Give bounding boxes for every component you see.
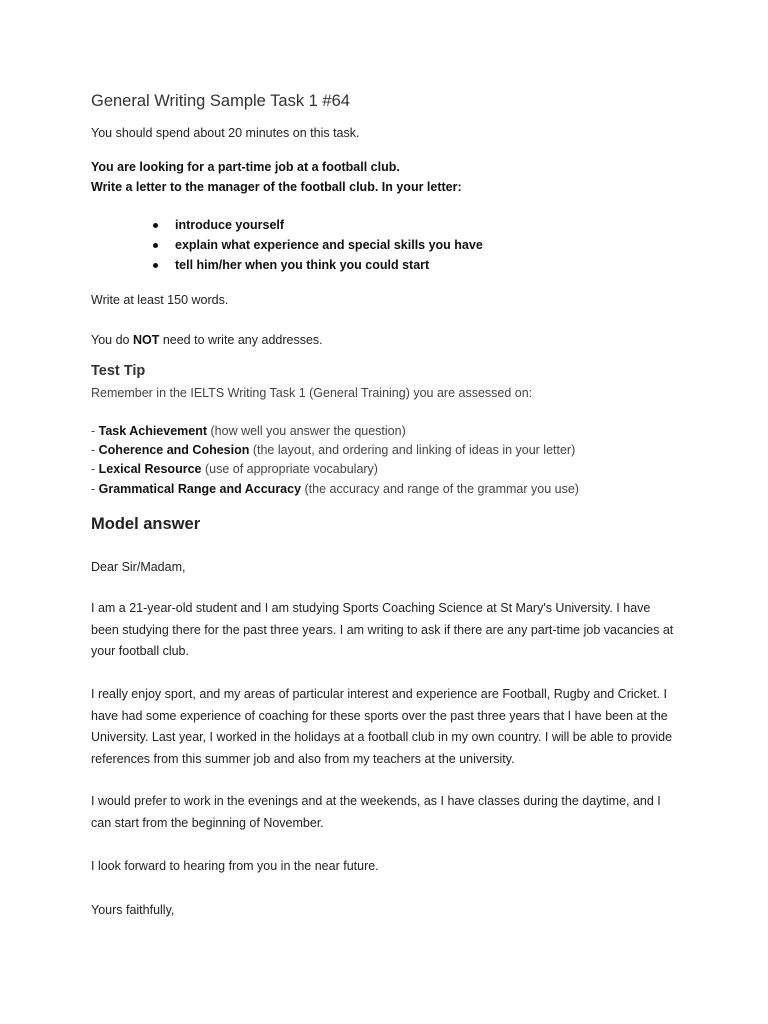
model-answer-heading: Model answer — [91, 515, 201, 533]
address-instruction — [91, 332, 323, 348]
paragraph-line: I really enjoy sport, and my areas of particular interest and experience are Football, Rugby and Cricket. I — [91, 687, 667, 701]
bullet-dot-icon — [153, 263, 158, 268]
bullet-dot-icon — [153, 243, 158, 248]
test-tip-intro: Remember in the IELTS Writing Task 1 (General Training) you are assessed on: — [91, 386, 533, 400]
criterion-desc: (use of appropriate vocabulary) — [201, 462, 378, 476]
task-situation: You are looking for a part-time job at a football club. — [91, 160, 400, 174]
paragraph-line: references from this summer job and also from my teachers at the university. — [91, 751, 515, 766]
criterion-lexical — [91, 461, 378, 477]
task-bullet-text: explain what experience and special skills you have — [175, 238, 483, 252]
criterion-prefix: - — [91, 443, 99, 457]
task-bullet-item — [153, 235, 483, 255]
letter-salutation: Dear Sir/Madam, — [91, 560, 186, 574]
task-bullet-item — [153, 255, 483, 275]
criterion-name: Task Achievement — [98, 424, 208, 438]
criterion-name: Grammatical Range and Accuracy — [98, 482, 302, 496]
paragraph-line: been studying there for the past three years. I am writing to ask if there are any part-time job vacancies at — [91, 622, 674, 637]
bullet-dot-icon — [153, 223, 158, 228]
criterion-name: Lexical Resource — [98, 462, 202, 476]
letter-paragraph-3 — [91, 791, 661, 834]
criterion-desc: (the accuracy and range of the grammar you use) — [301, 482, 579, 496]
criterion-desc: (the layout, and ordering and linking of ideas in your letter) — [249, 443, 576, 457]
task-bullet-item — [153, 215, 483, 235]
task-bullet-text: introduce yourself — [175, 218, 285, 232]
letter-paragraph-1 — [91, 598, 673, 663]
page-title: General Writing Sample Task 1 #64 — [91, 92, 350, 110]
task-instruction: Write a letter to the manager of the football club. In your letter: — [91, 180, 462, 194]
criterion-grammar — [91, 481, 579, 497]
address-emphasis: NOT — [132, 333, 160, 347]
task-bullet-list — [153, 215, 483, 275]
paragraph-line: can start from the beginning of November. — [91, 815, 324, 830]
letter-sign-off: Yours faithfully, — [91, 903, 175, 917]
criterion-name: Coherence and Cohesion — [98, 443, 250, 457]
paragraph-line: I am a 21-year-old student and I am studying Sports Coaching Science at St Mary's University. I have — [91, 601, 651, 615]
word-count-instruction: Write at least 150 words. — [91, 293, 229, 307]
address-suffix: need to write any addresses. — [159, 333, 323, 347]
paragraph-line: your football club. — [91, 644, 189, 658]
letter-paragraph-2 — [91, 684, 672, 770]
criterion-coherence — [91, 442, 575, 458]
criterion-prefix: - — [91, 424, 99, 438]
criterion-desc: (how well you answer the question) — [207, 424, 406, 438]
paragraph-line: University. Last year, I worked in the holidays at a football club in my own country. I will be able to provide — [91, 730, 673, 744]
criterion-prefix: - — [91, 462, 99, 476]
criterion-prefix: - — [91, 482, 99, 496]
paragraph-line: I would prefer to work in the evenings and at the weekends, as I have classes during the daytime, and I — [91, 794, 661, 808]
time-instruction: You should spend about 20 minutes on this task. — [91, 126, 360, 140]
paragraph-line: have had some experience of coaching for these sports over the past three years that I have been at the — [91, 708, 668, 723]
task-bullet-text: tell him/her when you think you could start — [175, 258, 430, 272]
test-tip-heading: Test Tip — [91, 363, 146, 379]
criterion-task-achievement — [91, 423, 406, 439]
letter-closing-line: I look forward to hearing from you in the near future. — [91, 859, 379, 873]
address-prefix: You do — [91, 333, 133, 347]
